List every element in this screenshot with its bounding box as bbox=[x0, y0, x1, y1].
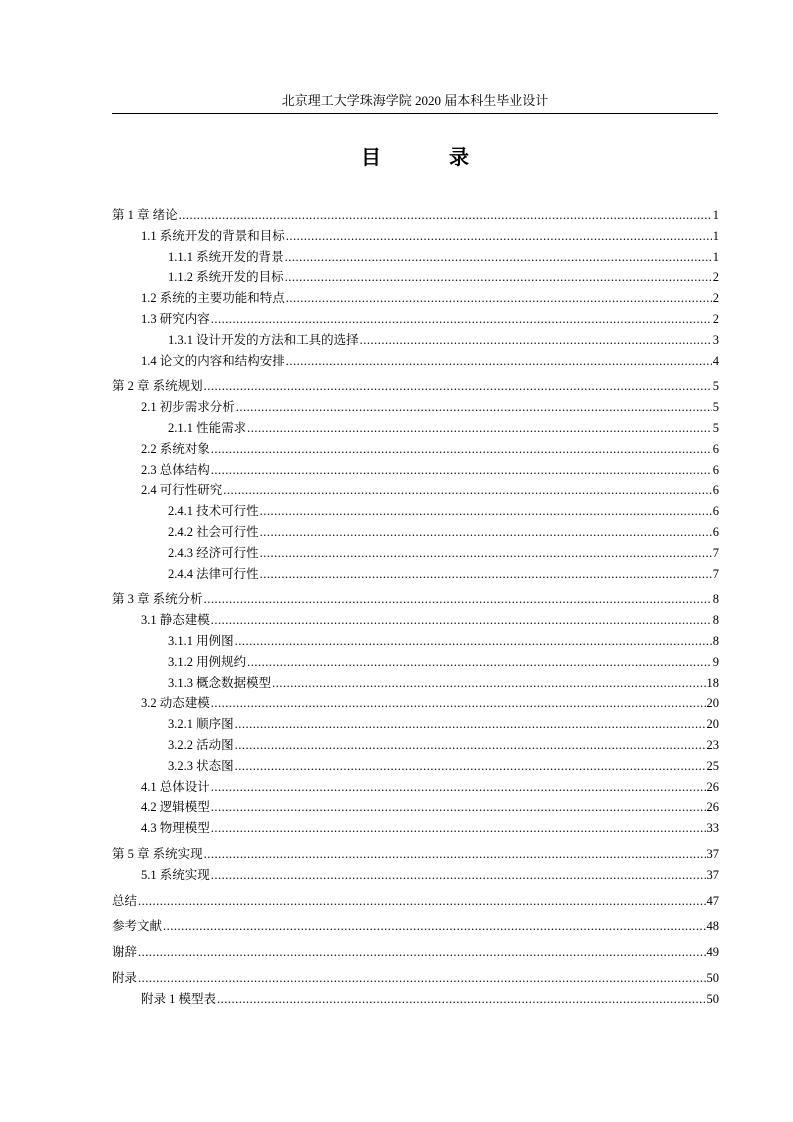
toc-entry-label: 1.1.1 系统开发的背景 bbox=[168, 249, 284, 264]
toc-entry-page-number: 26 bbox=[706, 800, 719, 815]
toc-entry[interactable] bbox=[112, 756, 719, 777]
toc-entry-page-number: 2 bbox=[712, 270, 719, 285]
toc-entry-page-number: 20 bbox=[706, 696, 719, 711]
toc-dot-leader bbox=[211, 309, 712, 329]
toc-entry[interactable] bbox=[112, 777, 719, 798]
toc-entry[interactable] bbox=[112, 714, 719, 735]
toc-entry-label: 3.2.2 活动图 bbox=[168, 737, 234, 752]
toc-entry-page-number: 49 bbox=[706, 945, 719, 960]
toc-entry[interactable] bbox=[112, 330, 719, 351]
toc-entry-page-number: 6 bbox=[712, 462, 719, 477]
toc-entry[interactable] bbox=[112, 652, 719, 673]
toc-entry-page-number: 50 bbox=[706, 991, 719, 1006]
toc-entry[interactable] bbox=[112, 418, 719, 439]
toc-dot-leader bbox=[235, 735, 706, 755]
toc-dot-leader bbox=[235, 631, 712, 651]
toc-entry-label: 2.4.3 经济可行性 bbox=[168, 545, 259, 560]
toc-entry[interactable] bbox=[112, 205, 719, 226]
toc-entry-page-number: 37 bbox=[706, 867, 719, 882]
toc-entry-page-number: 25 bbox=[706, 758, 719, 773]
toc-entry-label: 5.1 系统实现 bbox=[141, 867, 210, 882]
toc-entry[interactable] bbox=[112, 522, 719, 543]
toc-dot-leader bbox=[211, 610, 712, 630]
toc-entry-label: 3.2 动态建模 bbox=[141, 696, 210, 711]
toc-dot-leader bbox=[211, 693, 706, 713]
toc-entry[interactable] bbox=[112, 916, 719, 937]
toc-dot-leader bbox=[235, 714, 706, 734]
page-header: 北京理工大学珠海学院 2020 届本科生毕业设计 bbox=[281, 93, 549, 108]
toc-dot-leader bbox=[204, 589, 712, 609]
toc-dot-leader bbox=[260, 543, 712, 563]
toc-entry[interactable] bbox=[112, 818, 719, 839]
toc-entry-label: 2.1 初步需求分析 bbox=[141, 400, 235, 415]
toc-entry-label: 1.1.2 系统开发的目标 bbox=[168, 270, 284, 285]
toc-dot-leader bbox=[211, 439, 712, 459]
toc-dot-leader bbox=[211, 797, 706, 817]
toc-entry-label: 附录 bbox=[112, 970, 138, 985]
toc-entry-label: 2.2 系统对象 bbox=[141, 441, 210, 456]
toc-dot-leader bbox=[211, 865, 706, 885]
toc-dot-leader bbox=[285, 267, 712, 287]
toc-dot-leader bbox=[285, 247, 712, 267]
toc-dot-leader bbox=[286, 351, 712, 371]
page-title: 目 录 bbox=[361, 147, 493, 169]
toc-entry-page-number: 37 bbox=[706, 846, 719, 861]
toc-dot-leader bbox=[204, 844, 706, 864]
toc-entry-label: 4.2 逻辑模型 bbox=[141, 800, 210, 815]
toc-entry[interactable] bbox=[112, 501, 719, 522]
toc-dot-leader bbox=[204, 376, 712, 396]
toc-entry[interactable] bbox=[112, 693, 719, 714]
toc-entry[interactable] bbox=[112, 942, 719, 963]
toc-entry-label: 3.2.3 状态图 bbox=[168, 758, 234, 773]
toc-entry[interactable] bbox=[112, 797, 719, 818]
toc-dot-leader bbox=[260, 564, 712, 584]
toc-entry-label: 2.1.1 性能需求 bbox=[168, 420, 247, 435]
table-of-contents bbox=[112, 205, 719, 1009]
toc-entry-label: 第 1 章 绪论 bbox=[112, 208, 178, 222]
toc-entry-page-number: 20 bbox=[706, 717, 719, 732]
toc-entry-label: 3.1 静态建模 bbox=[141, 613, 210, 628]
toc-dot-leader bbox=[360, 330, 712, 350]
toc-entry-label: 1.3 研究内容 bbox=[141, 311, 210, 326]
toc-dot-leader bbox=[223, 480, 711, 500]
toc-entry[interactable] bbox=[112, 226, 719, 247]
toc-entry-label: 谢辞 bbox=[112, 945, 138, 960]
toc-entry-page-number: 5 bbox=[712, 420, 719, 435]
toc-dot-leader bbox=[272, 673, 705, 693]
toc-entry[interactable] bbox=[112, 865, 719, 886]
toc-entry-page-number: 18 bbox=[706, 675, 719, 690]
toc-entry-page-number: 50 bbox=[706, 970, 719, 985]
toc-entry-label: 2.3 总体结构 bbox=[141, 462, 210, 477]
toc-entry-label: 1.3.1 设计开发的方法和工具的选择 bbox=[168, 332, 359, 347]
toc-entry-label: 2.4 可行性研究 bbox=[141, 483, 223, 498]
toc-entry-page-number: 33 bbox=[706, 821, 719, 836]
toc-entry-page-number: 8 bbox=[712, 613, 719, 628]
toc-dot-leader bbox=[217, 989, 705, 1009]
toc-entry-page-number: 6 bbox=[712, 441, 719, 456]
toc-dot-leader bbox=[286, 288, 712, 308]
toc-entry[interactable] bbox=[112, 247, 719, 268]
toc-entry-page-number: 5 bbox=[712, 400, 719, 415]
toc-entry-page-number: 8 bbox=[712, 592, 719, 607]
toc-entry[interactable] bbox=[112, 844, 719, 865]
toc-entry[interactable] bbox=[112, 968, 719, 989]
toc-entry-label: 3.2.1 顺序图 bbox=[168, 717, 234, 732]
toc-entry-label: 3.1.2 用例规约 bbox=[168, 654, 247, 669]
toc-entry-label: 4.3 物理模型 bbox=[141, 821, 210, 836]
toc-entry-label: 1.4 论文的内容和结构安排 bbox=[141, 353, 285, 368]
toc-entry[interactable] bbox=[112, 376, 719, 397]
toc-entry[interactable] bbox=[112, 288, 719, 309]
toc-entry-page-number: 23 bbox=[706, 737, 719, 752]
toc-entry[interactable] bbox=[112, 989, 719, 1010]
toc-entry[interactable] bbox=[112, 309, 719, 330]
toc-dot-leader bbox=[247, 418, 712, 438]
toc-dot-leader bbox=[260, 522, 712, 542]
toc-entry-page-number: 2 bbox=[712, 311, 719, 326]
toc-entry-page-number: 7 bbox=[712, 545, 719, 560]
toc-dot-leader bbox=[211, 460, 712, 480]
toc-entry[interactable] bbox=[112, 610, 719, 631]
toc-entry-page-number: 5 bbox=[712, 379, 719, 394]
toc-entry-label: 第 3 章 系统分析 bbox=[112, 592, 203, 607]
toc-entry-label: 总结 bbox=[112, 893, 138, 908]
toc-entry[interactable] bbox=[112, 397, 719, 418]
toc-entry-page-number: 4 bbox=[712, 353, 719, 368]
toc-dot-leader bbox=[138, 891, 705, 911]
toc-entry-page-number: 6 bbox=[712, 483, 719, 498]
toc-entry-label: 第 2 章 系统规划 bbox=[112, 379, 203, 394]
toc-dot-leader bbox=[235, 756, 706, 776]
toc-entry-label: 参考文献 bbox=[112, 919, 163, 934]
toc-entry-label: 2.4.4 法律可行性 bbox=[168, 566, 259, 581]
toc-dot-leader bbox=[138, 942, 705, 962]
toc-entry[interactable] bbox=[112, 460, 719, 481]
toc-dot-leader bbox=[179, 205, 712, 225]
toc-entry-page-number: 6 bbox=[712, 504, 719, 519]
toc-entry[interactable] bbox=[112, 480, 719, 501]
toc-entry-page-number: 6 bbox=[712, 524, 719, 539]
toc-dot-leader bbox=[286, 226, 712, 246]
toc-entry[interactable] bbox=[112, 439, 719, 460]
header-rule bbox=[112, 113, 718, 114]
toc-entry[interactable] bbox=[112, 673, 719, 694]
toc-entry[interactable] bbox=[112, 891, 719, 912]
toc-entry-page-number: 7 bbox=[712, 566, 719, 581]
toc-entry-label: 3.1.3 概念数据模型 bbox=[168, 675, 272, 690]
toc-entry-page-number: 3 bbox=[712, 332, 719, 347]
toc-entry-label: 1.2 系统的主要功能和特点 bbox=[141, 291, 285, 306]
toc-entry-page-number: 2 bbox=[712, 291, 719, 306]
toc-entry-page-number: 26 bbox=[706, 779, 719, 794]
toc-dot-leader bbox=[236, 397, 712, 417]
toc-entry-page-number: 47 bbox=[706, 893, 719, 908]
toc-entry-label: 2.4.1 技术可行性 bbox=[168, 504, 259, 519]
toc-entry-page-number: 9 bbox=[712, 654, 719, 669]
toc-entry[interactable] bbox=[112, 631, 719, 652]
toc-entry-label: 2.4.2 社会可行性 bbox=[168, 524, 259, 539]
toc-entry[interactable] bbox=[112, 735, 719, 756]
toc-dot-leader bbox=[260, 501, 712, 521]
toc-entry-page-number: 48 bbox=[706, 919, 719, 934]
toc-entry[interactable] bbox=[112, 589, 719, 610]
toc-dot-leader bbox=[211, 777, 706, 797]
toc-entry-page-number: 1 bbox=[712, 228, 719, 243]
toc-entry-label: 第 5 章 系统实现 bbox=[112, 846, 203, 861]
toc-entry-label: 3.1.1 用例图 bbox=[168, 633, 234, 648]
toc-entry-label: 附录 1 模型表 bbox=[141, 991, 217, 1006]
toc-entry-label: 1.1 系统开发的背景和目标 bbox=[141, 228, 285, 243]
toc-dot-leader bbox=[211, 818, 706, 838]
toc-dot-leader bbox=[163, 916, 705, 936]
toc-dot-leader bbox=[247, 652, 712, 672]
toc-entry[interactable] bbox=[112, 543, 719, 564]
toc-entry-page-number: 1 bbox=[712, 208, 719, 222]
toc-entry-page-number: 1 bbox=[712, 249, 719, 264]
toc-entry[interactable] bbox=[112, 351, 719, 372]
toc-entry[interactable] bbox=[112, 267, 719, 288]
toc-entry-page-number: 8 bbox=[712, 633, 719, 648]
toc-dot-leader bbox=[138, 968, 705, 988]
toc-entry-label: 4.1 总体设计 bbox=[141, 779, 210, 794]
toc-entry[interactable] bbox=[112, 564, 719, 585]
